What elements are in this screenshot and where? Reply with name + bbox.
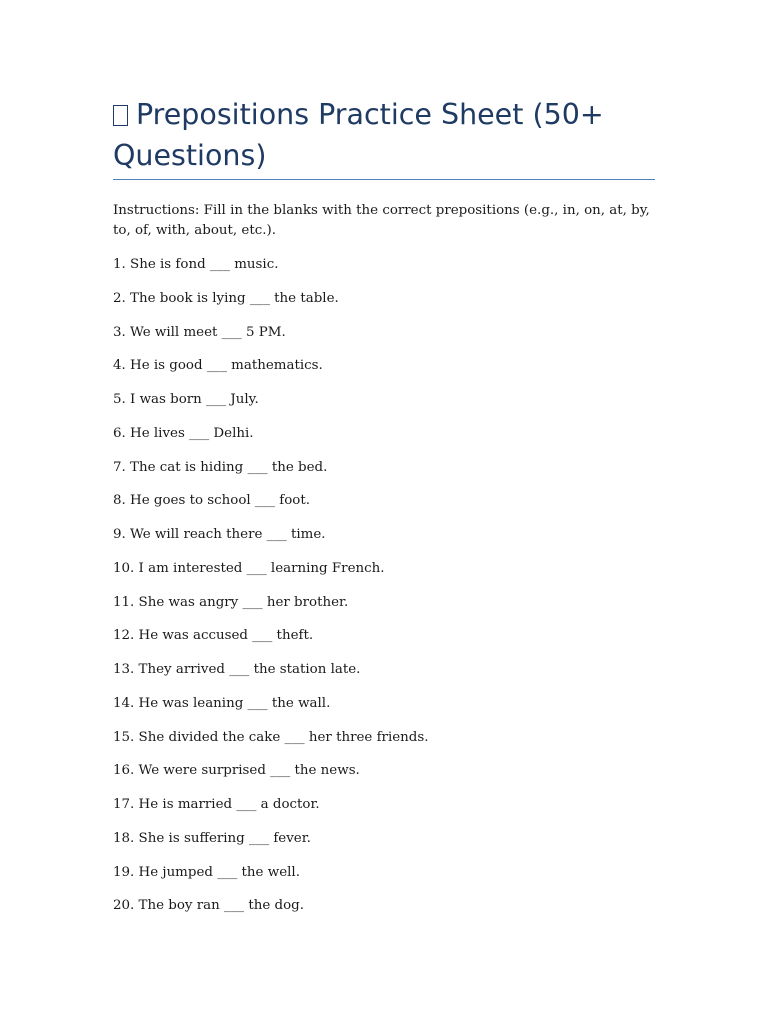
question-item: 2. The book is lying ___ the table. — [113, 290, 339, 306]
page-title-text: Prepositions Practice Sheet (50+ Questions) — [113, 98, 604, 172]
question-item: 8. He goes to school ___ foot. — [113, 493, 310, 509]
question-item: 1. She is fond ___ music. — [113, 257, 279, 272]
instructions-text: Instructions: Fill in the blanks with the correct prepositions (e.g., in, on, at, by, to, of, with, about, etc.). — [113, 203, 650, 238]
question-item: 11. She was angry ___ her brother. — [113, 594, 349, 610]
question-list — [113, 256, 655, 931]
question-item: 15. She divided the cake ___ her three friends. — [113, 729, 429, 745]
question-item: 20. The boy ran ___ the dog. — [113, 898, 304, 914]
page-title — [113, 94, 655, 176]
question-item: 6. He lives ___ Delhi. — [113, 425, 254, 441]
question-item: 16. We were surprised ___ the news. — [113, 763, 360, 779]
question-item: 5. I was born ___ July. — [113, 392, 259, 407]
question-item: 7. The cat is hiding ___ the bed. — [113, 459, 328, 475]
question-item: 10. I am interested ___ learning French. — [113, 560, 385, 576]
question-item: 12. He was accused ___ theft. — [113, 628, 314, 644]
question-item: 14. He was leaning ___ the wall. — [113, 695, 331, 711]
question-item: 13. They arrived ___ the station late. — [113, 662, 361, 677]
question-item: 9. We will reach there ___ time. — [113, 527, 326, 542]
missing-glyph-icon — [113, 105, 128, 126]
question-item: 4. He is good ___ mathematics. — [113, 358, 323, 374]
question-item: 18. She is suffering ___ fever. — [113, 830, 311, 846]
title-divider — [113, 179, 655, 180]
question-item: 17. He is married ___ a doctor. — [113, 797, 320, 812]
question-item: 3. We will meet ___ 5 PM. — [113, 324, 286, 340]
question-item: 19. He jumped ___ the well. — [113, 864, 300, 880]
